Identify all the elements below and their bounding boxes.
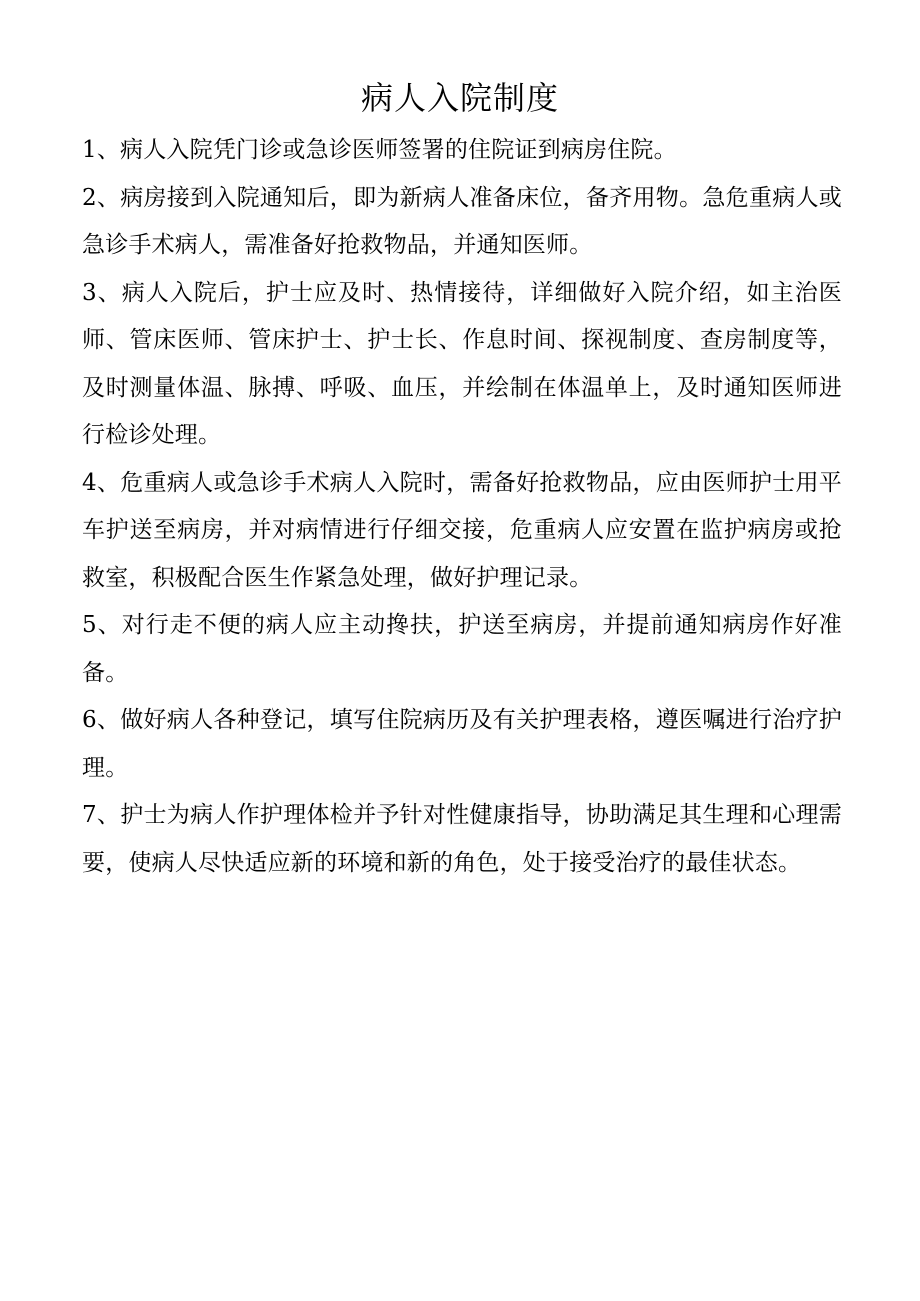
rule-paragraph-6: 6、做好病人各种登记，填写住院病历及有关护理表格，遵医嘱进行治疗护理。 [82,707,842,781]
document-title: 病人入院制度 [360,79,559,117]
document-body [82,127,842,887]
rule-paragraph-4: 4、危重病人或急诊手术病人入院时，需备好抢救物品，应由医师护士用平车护送至病房，并对病情进行仔细交接，危重病人应安置在监护病房或抢救室，积极配合医生作紧急处理，做好护理记录。 [82,469,842,591]
rule-paragraph-5: 5、对行走不便的病人应主动搀扶，护送至病房，并提前通知病房作好准备。 [82,612,842,686]
rule-paragraph-1: 1、病人入院凭门诊或急诊医师签署的住院证到病房住院。 [82,137,677,163]
rule-paragraph-2: 2、病房接到入院通知后，即为新病人准备床位，备齐用物。急危重病人或急诊手术病人，需准备好抢救物品，并通知医师。 [82,184,842,258]
rule-paragraph-7: 7、护士为病人作护理体检并予针对性健康指导，协助满足其生理和心理需要，使病人尽快适应新的环境和新的角色，处于接受治疗的最佳状态。 [82,802,842,876]
rule-paragraph-3: 3、病人入院后，护士应及时、热情接待，详细做好入院介绍，如主治医师、管床医师、管床护士、护士长、作息时间、探视制度、查房制度等，及时测量体温、脉搏、呼吸、血压，并绘制在体温单上，及时通知医师进行检诊处理。 [82,279,842,448]
